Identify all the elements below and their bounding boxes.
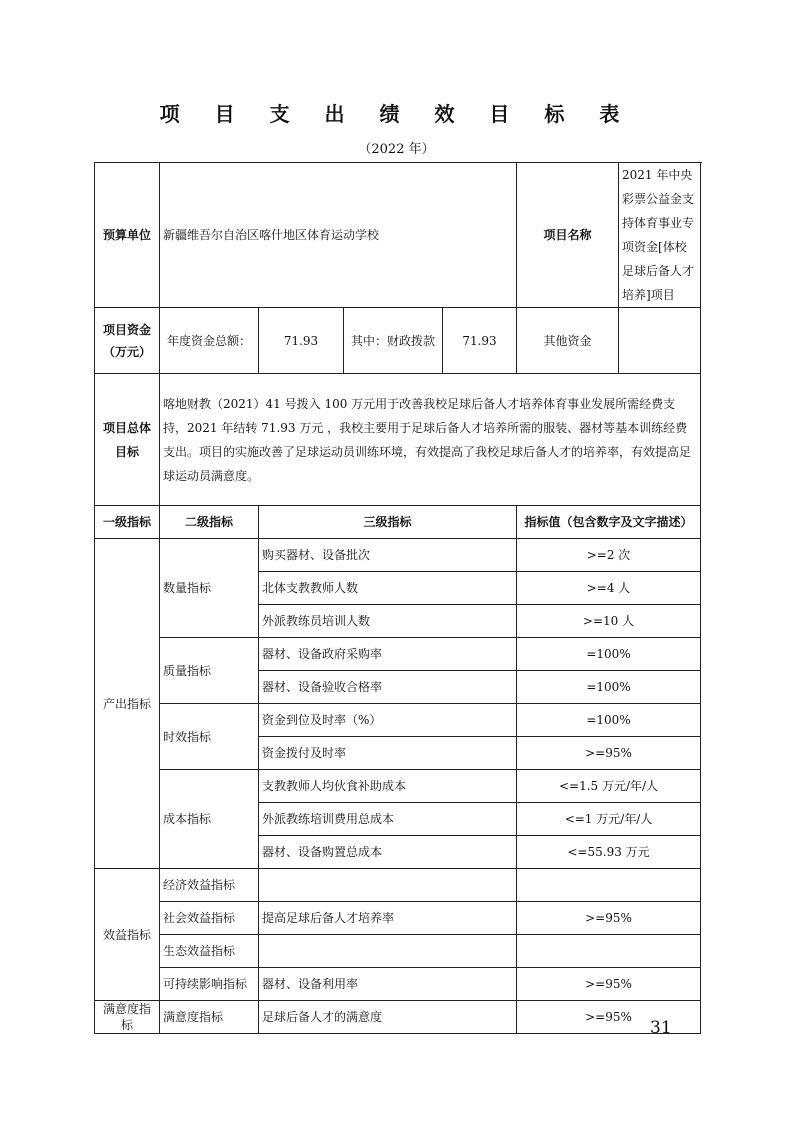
level3-item: 器材、设备验收合格率 bbox=[259, 671, 517, 704]
page-title: 项 目 支 出 绩 效 目 标 表 bbox=[159, 102, 634, 126]
indicator-value: >=95% bbox=[517, 902, 701, 935]
col-header-level1: 一级指标 bbox=[95, 506, 160, 539]
indicator-value bbox=[517, 869, 701, 902]
overall-goal-row bbox=[95, 374, 701, 506]
level2-sustainable: 可持续影响指标 bbox=[160, 968, 259, 1001]
other-funds-value bbox=[619, 308, 701, 374]
indicator-value: >=95% bbox=[517, 968, 701, 1001]
indicator-value: <=1.5 万元/年/人 bbox=[517, 770, 701, 803]
funds-row bbox=[95, 308, 701, 374]
budget-unit-value: 新疆维吾尔自治区喀什地区体育运动学校 bbox=[160, 163, 517, 308]
level3-item: 资金到位及时率（%） bbox=[259, 704, 517, 737]
level2-social: 社会效益指标 bbox=[160, 902, 259, 935]
level1-output: 产出指标 bbox=[95, 539, 160, 869]
level3-item: 外派教练员培训人数 bbox=[259, 605, 517, 638]
table-row bbox=[95, 704, 701, 737]
funds-label-line1: 项目资金 bbox=[102, 322, 151, 337]
level2-economic: 经济效益指标 bbox=[160, 869, 259, 902]
table-row bbox=[95, 638, 701, 671]
level3-item: 支教教师人均伙食补助成本 bbox=[259, 770, 517, 803]
table-row bbox=[95, 902, 701, 935]
table-row bbox=[95, 539, 701, 572]
level2-cost: 成本指标 bbox=[160, 770, 259, 869]
indicator-value: >=10 人 bbox=[517, 605, 701, 638]
year-label: （2022 年） bbox=[358, 142, 435, 157]
table-row bbox=[95, 935, 701, 968]
col-header-level2: 二级指标 bbox=[160, 506, 259, 539]
level1-benefit: 效益指标 bbox=[95, 869, 160, 1001]
fiscal-label: 其中：财政拨款 bbox=[344, 308, 443, 374]
indicator-value: =100% bbox=[517, 638, 701, 671]
page-number: 31 bbox=[650, 1018, 672, 1038]
fiscal-value: 71.93 bbox=[443, 308, 517, 374]
level1-satisfaction: 满意度指标 bbox=[95, 1001, 160, 1034]
level2-quantity: 数量指标 bbox=[160, 539, 259, 638]
level3-item bbox=[259, 869, 517, 902]
table-row bbox=[95, 968, 701, 1001]
indicator-value: >=95% bbox=[517, 737, 701, 770]
funds-label bbox=[95, 308, 160, 374]
level3-item: 资金拨付及时率 bbox=[259, 737, 517, 770]
level3-item: 器材、设备利用率 bbox=[259, 968, 517, 1001]
level2-satisfaction: 满意度指标 bbox=[160, 1001, 259, 1034]
indicator-value: >=95% bbox=[517, 1001, 701, 1034]
overall-goal-label: 项目总体目标 bbox=[95, 374, 160, 506]
indicator-value: <=1 万元/年/人 bbox=[517, 803, 701, 836]
indicator-value bbox=[517, 935, 701, 968]
level3-item: 器材、设备政府采购率 bbox=[259, 638, 517, 671]
level3-item: 北体支教教师人数 bbox=[259, 572, 517, 605]
col-header-level3: 三级指标 bbox=[259, 506, 517, 539]
annual-total-value: 71.93 bbox=[259, 308, 344, 374]
level3-item: 器材、设备购置总成本 bbox=[259, 836, 517, 869]
indicator-value: =100% bbox=[517, 704, 701, 737]
header-row bbox=[95, 163, 701, 308]
level2-ecological: 生态效益指标 bbox=[160, 935, 259, 968]
other-funds-label: 其他资金 bbox=[517, 308, 619, 374]
level3-item: 提高足球后备人才培养率 bbox=[259, 902, 517, 935]
level3-item: 外派教练培训费用总成本 bbox=[259, 803, 517, 836]
level2-timeliness: 时效指标 bbox=[160, 704, 259, 770]
project-name-label: 项目名称 bbox=[517, 163, 619, 308]
level3-item: 购买器材、设备批次 bbox=[259, 539, 517, 572]
level3-item: 足球后备人才的满意度 bbox=[259, 1001, 517, 1034]
indicator-value: >=4 人 bbox=[517, 572, 701, 605]
col-header-value: 指标值（包含数字及文字描述） bbox=[517, 506, 701, 539]
indicator-value: <=55.93 万元 bbox=[517, 836, 701, 869]
performance-table bbox=[94, 162, 701, 1034]
column-header-row bbox=[95, 506, 701, 539]
table-row bbox=[95, 1001, 701, 1034]
table-row bbox=[95, 869, 701, 902]
indicator-value: =100% bbox=[517, 671, 701, 704]
table-row bbox=[95, 770, 701, 803]
overall-goal-text: 喀地财教（2021）41 号拨入 100 万元用于改善我校足球后备人才培养体育事业发展所需经费支持，2021 年结转 71.93 万元 ，我校主要用于足球后备人才培养所需的服装、器材等基本训练经费支出。项目的实施改善了足球运动员训练环境，有效提高了我校足球后备人才的培养率，有效提高足球运动员满意度。 bbox=[160, 374, 701, 506]
project-name-value: 2021 年中央彩票公益金支持体育事业专项资金[体校足球后备人才培养]项目 bbox=[619, 163, 701, 308]
level2-quality: 质量指标 bbox=[160, 638, 259, 704]
indicator-value: >=2 次 bbox=[517, 539, 701, 572]
funds-label-line2: （万元） bbox=[102, 344, 151, 359]
budget-unit-label: 预算单位 bbox=[95, 163, 160, 308]
level3-item bbox=[259, 935, 517, 968]
annual-total-label: 年度资金总额： bbox=[160, 308, 259, 374]
